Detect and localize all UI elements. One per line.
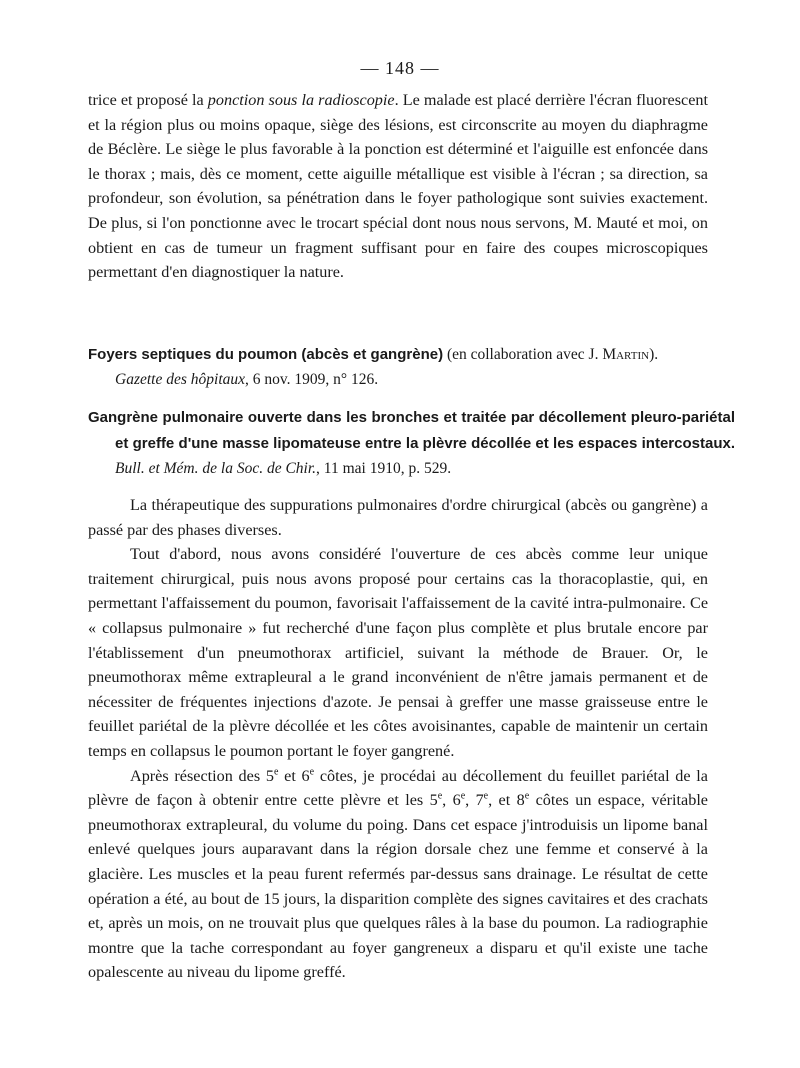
body-paragraph-2: Tout d'abord, nous avons considéré l'ouverture de ces abcès comme leur unique traitement chirurgical, puis nous avons proposé pour certains cas la thoracoplastie, qui, en permettant l'affaissement du poumon, favorisait l'affaissement de la cavité intra-pulmonaire. Ce « collapsus pulmonaire » fut recherché d'une façon plus complète et plus brutale encore par l'établissement d'un pneumothorax artificiel, suivant la méthode de Brauer. Or, le pneumothorax même extrapleural a le grand inconvénient de n'être jamais permanent et de nécessiter de fréquentes injections d'azote. Je pensai à greffer une masse graisseuse entre le feuillet pariétal de la plèvre décollée et les côtes avoisinantes, capable de maintenir un certain temps en collapsus le poumon portant le foyer gangrené. <box>88 545 708 760</box>
superscript: e <box>309 766 315 778</box>
body-text: Après résection des 5 <box>130 766 274 785</box>
article-body <box>88 493 708 985</box>
superscript: e <box>437 790 443 802</box>
page-number: — 148 — <box>360 58 440 78</box>
body-text: , et 8 <box>488 791 525 810</box>
reference-collaborator-name: Martin <box>602 346 650 363</box>
superscript: e <box>483 790 489 802</box>
reference-gangrene-pulmonaire <box>88 405 735 482</box>
superscript: e <box>273 766 279 778</box>
reference-collaboration: (en collaboration avec J. <box>443 346 603 363</box>
superscript: e <box>460 790 466 802</box>
body-paragraph-3 <box>88 764 708 985</box>
body-paragraph-1: La thérapeutique des suppurations pulmonaires d'ordre chirurgical (abcès ou gangrène) a passé par des phases diverses. <box>88 496 708 539</box>
body-text: , 7 <box>465 791 484 810</box>
opening-paragraph <box>88 88 708 285</box>
para1-italic-term: ponction sous la radioscopie <box>207 91 395 109</box>
reference-title: Gangrène pulmonaire ouverte dans les bronches et traitée par décollement pleuro-pariétal et greffe d'une masse lipomateuse entre la plèvre décollée et les espaces intercostaux. <box>88 409 735 452</box>
reference-title: Foyers septiques du poumon (abcès et gangrène) <box>88 346 444 363</box>
para1-text-start: trice et proposé la <box>88 91 208 109</box>
body-text: côtes, je procédai au décollement du feuillet pariétal de la plèvre de façon à obtenir entre cette plèvre et les 5 <box>88 766 708 810</box>
reference-journal: Bull. et Mém. de la Soc. de Chir. <box>115 460 317 478</box>
body-text: , 6 <box>442 791 461 810</box>
body-text: côtes un espace, véritable pneumothorax extrapleural, du volume du poing. Dans cet espace j'introduisis un lipome banal enlevé quelques jours auparavant dans la région dorsale chez une femme et conservé à la glacière. Les muscles et la peau furent refermés par-dessus sans drainage. Le résultat de cette opération a été, au bout de 15 jours, la disparition complète des signes cavitaires et des crachats et, après un mois, on ne trouvait plus que quelques râles à la base du poumon. La radiographie montre que la tache correspondant au foyer gangreneux a disparu et qu'il existe une tache opalescente au niveau du lipome greffé. <box>88 791 708 982</box>
reference-date: , 6 nov. 1909, n° 126. <box>245 370 379 388</box>
reference-foyers-septiques <box>88 342 708 392</box>
reference-source <box>88 368 708 393</box>
reference-journal: Gazette des hôpitaux <box>115 370 246 388</box>
body-text: et 6 <box>278 766 310 785</box>
reference-close: ). <box>649 346 659 363</box>
superscript: e <box>524 790 530 802</box>
reference-date: , 11 mai 1910, p. 529. <box>316 460 452 478</box>
para1-text-rest: . Le malade est placé derrière l'écran fluorescent et la région plus ou moins opaque, siège des lésions, est circonscrite au moyen du diaphragme de Béclère. Le siège le plus favorable à la ponction est déterminé et l'aiguille est enfoncée dans le thorax ; mais, dès ce moment, cette aiguille métallique est visible à l'écran ; sa direction, sa profondeur, son évolution, sa pénétration dans le foyer pathologique sont suivies exactement. De plus, si l'on ponctionne avec le trocart spécial dont nous nous servons, M. Mauté et moi, on obtient en cas de tumeur un fragment suffisant pour en faire des coupes microscopiques permettant d'en diagnostiquer la nature. <box>88 91 708 282</box>
